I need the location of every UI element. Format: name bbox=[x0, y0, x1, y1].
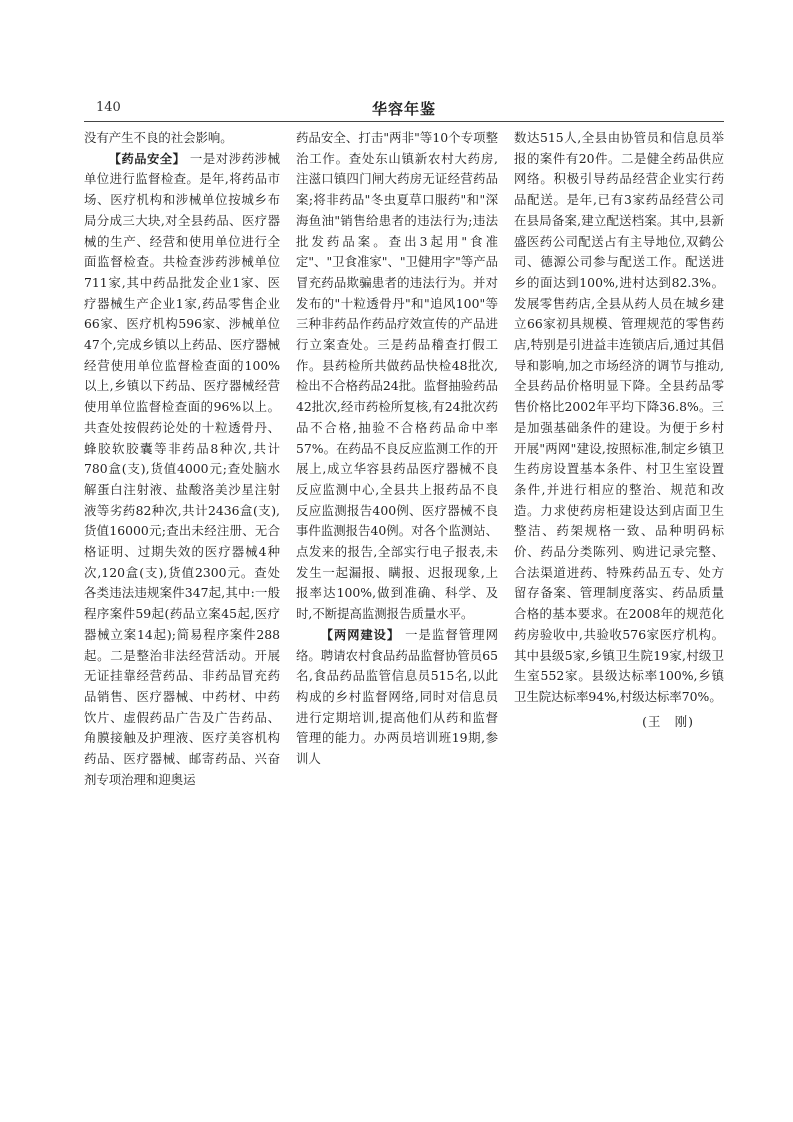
page-number: 140 bbox=[96, 100, 121, 115]
paragraph: 数达515人,全县由协管员和信息员举报的案件有20件。二是健全药品供应网络。积极引导药品经营企业实行药品配送。是年,已有3家药品经营公司在县局备案,建立配送档案。其中,县新盛医药公司配送占有主导地位,双鹤公司、德源公司参与配送工作。配送进乡的面达到100%,进村达到82.3%。发展零售药店,全县从药人员在城乡建立66家初具规模、管理规范的零售药店,特别是引进益丰连锁店后,通过其倡导和影响,加之市场经济的调节与推动,全县药品价格明显下降。全县药品零售价格比2002年平均下降36.8%。三是加强基础条件的建设。为便于乡村开展"两网"建设,按照标准,制定乡镇卫生药房设置基本条件、村卫生室设置条件,并进行相应的整治、规范和改造。力求使药房柜建设达到店面卫生整洁、药架规格一致、品种明码标价、药品分类陈列、购进记录完整、合法渠道进药、特殊药品五专、处方留存备案、管理制度落实、药品质量合格的基本要求。在2008年的规范化药房验收中,共验收576家医疗机构。其中县级5家,乡镇卫生院19家,村级卫生室552家。县级达标率100%,乡镇卫生院达标率94%,村级达标率70%。 bbox=[514, 130, 724, 704]
author-signature: (王 刚) bbox=[642, 713, 694, 729]
section-heading-two-networks: 【两网建设】 bbox=[320, 627, 401, 642]
paragraph-text: 一是对涉药涉械单位进行监督检查。是年,将药品市场、医疗机构和涉械单位按城乡布局分成三大块,对全县药品、医疗器械的生产、经营和使用单位进行全面监督检查。共检查涉药涉械单位711家,其中药品批发企业1家、医疗器械生产企业1家,药品零售企业66家、医疗机构596家、涉械单位47个,完成乡镇以上药品、医疗器械经营使用单位监督检查面的100%以上,乡镇以下药品、医疗器械经营使用单位监督检查面的96%以上。共查处按假药论处的十粒透骨丹、蜂胶软胶囊等非药品8种次,共计780盒(支),货值4000元;查处脑水解蛋白注射液、盐酸洛美沙星注射液等劣药82种次,共计2436盒(支),货值16000元;查出未经注册、无合格证明、过期失效的医疗器械4种次,120盒(支),货值2300元。查处各类违法违规案件347起,其中:一般程序案件59起(药品立案45起,医疗器械立案14起);简易程序案件288起。二是整治非法经营活动。开展无证挂靠经营药品、非药品冒充药品销售、医疗器械、中药材、中药饮片、虚假药品广告及广告药品、角膜接触及护理液、医疗美容机构药品、医疗器械、邮寄药品、兴奋剂专项治理和迎奥运 bbox=[84, 150, 281, 787]
paragraph: 药品安全、打击"两非"等10个专项整治工作。查处东山镇新农村大药房,注滋口镇四门闸大药房无证经营药品案;将非药品"冬虫夏草口服药"和"深海鱼油"销售给患者的违法行为;违法批发药品案。查出3起用"食准定"、"卫食准家"、"卫健用字"等产品冒充药品欺骗患者的违法行为。并对发布的"十粒透骨丹"和"追风100"等三种非药品作药品疗效宣传的产品进行立案查处。三是药品稽查打假工作。县药检所共做药品快检48批次,检出不合格药品24批。监督抽验药品42批次,经市药检所复核,有24批次药品不合格,抽验不合格药品命中率57%。在药品不良反应监测工作的开展上,成立华容县药品医疗器械不良反应监测中心,全县共上报药品不良反应监测报告400例、医疗器械不良事件监测报告40例。对各个监测站、点发来的报告,全部实行电子报表,未发生一起漏报、瞒报、迟报现象,上报率达100%,做到准确、科学、及时,不断提高监测报告质量水平。 bbox=[296, 130, 498, 622]
text-column-3 bbox=[514, 128, 724, 732]
header-rule bbox=[84, 121, 724, 122]
text-column-1 bbox=[84, 128, 280, 791]
section-heading-drug-safety: 【药品安全】 bbox=[108, 151, 186, 166]
paragraph-text: 一是监督管理网络。聘请农村食品药品监督协管员65名,食品药品监管信息员515名,以此构成的乡村监督网络,同时对信息员进行定期培训,提高他们从药和监督管理的能力。办两员培训班19期,参训人 bbox=[296, 626, 498, 767]
paragraph-two-networks bbox=[296, 625, 498, 770]
paragraph-drug-safety bbox=[84, 149, 280, 791]
text-column-2 bbox=[296, 128, 498, 770]
page-header bbox=[84, 98, 724, 120]
running-title: 华容年鉴 bbox=[371, 100, 436, 118]
paragraph: 没有产生不良的社会影响。 bbox=[84, 130, 233, 145]
